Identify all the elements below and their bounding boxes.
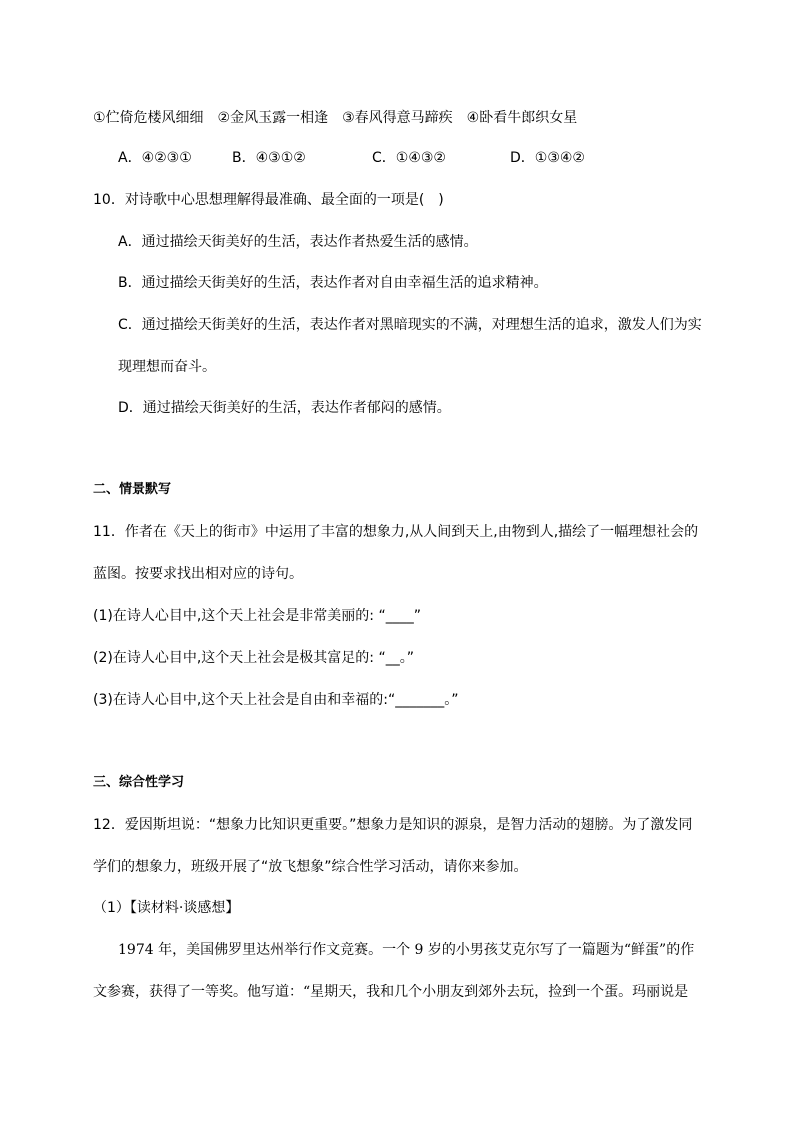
q10-option-a: A．通过描绘天街美好的生活，表达作者热爱生活的感情。 (118, 234, 478, 250)
q11-line2: 蓝图。按要求找出相对应的诗句。 (93, 566, 303, 582)
material-line1: 1974 年，美国佛罗里达州举行作文竞赛。一个 9 岁的小男孩艾克尔写了一篇题为“鲜蛋”的作 (118, 942, 695, 958)
q9-option-c: C．①④③② (372, 150, 446, 166)
q10-question: 10．对诗歌中心思想理解得最准确、最全面的一项是( ) (93, 192, 444, 208)
section3-heading: 三、综合性学习 (93, 775, 185, 790)
material-line2: 文参赛，获得了一等奖。他写道：“星期天，我和几个小朋友到郊外去玩，捡到一个蛋。玛丽说是 (93, 984, 689, 1000)
q10-option-c-line1: C．通过描绘天街美好的生活，表达作者对黑暗现实的不满，对理想生活的追求，激发人们为实 (118, 317, 702, 333)
q9-option-b: B．④③①② (232, 150, 306, 166)
section2-heading: 二、情景默写 (93, 482, 172, 497)
q11-sub3: (3)在诗人心目中,这个天上社会是自由和幸福的:“_______。” (93, 692, 459, 708)
q12-line2: 学们的想象力，班级开展了“放飞想象”综合性学习活动，请你来参加。 (93, 859, 528, 875)
q12-part1-label: （1）【读材料·谈感想】 (93, 900, 240, 916)
q11-sub1: (1)在诗人心目中,这个天上社会是非常美丽的: “____” (93, 608, 421, 624)
q10-option-c-line2: 现理想而奋斗。 (118, 359, 216, 375)
q11-line1: 11．作者在《天上的街市》中运用了丰富的想象力,从人间到天上,由物到人,描绘了一幅理想社会的 (93, 524, 699, 540)
q12-line1: 12．爱因斯坦说：“想象力比知识更重要。”想象力是知识的源泉，是智力活动的翅膀。为了激发同 (93, 817, 693, 833)
q9-phrases: ①伫倚危楼风细细 ②金风玉露一相逢 ③春风得意马蹄疾 ④卧看牛郎织女星 (93, 110, 578, 126)
q11-sub2: (2)在诗人心目中,这个天上社会是极其富足的: “__。” (93, 650, 414, 666)
q10-option-b: B．通过描绘天街美好的生活，表达作者对自由幸福生活的追求精神。 (118, 275, 548, 291)
q9-option-a: A．④②③① (118, 150, 192, 166)
q9-option-d: D．①③④② (510, 150, 585, 166)
q10-option-d: D．通过描绘天街美好的生活，表达作者郁闷的感情。 (118, 400, 451, 416)
